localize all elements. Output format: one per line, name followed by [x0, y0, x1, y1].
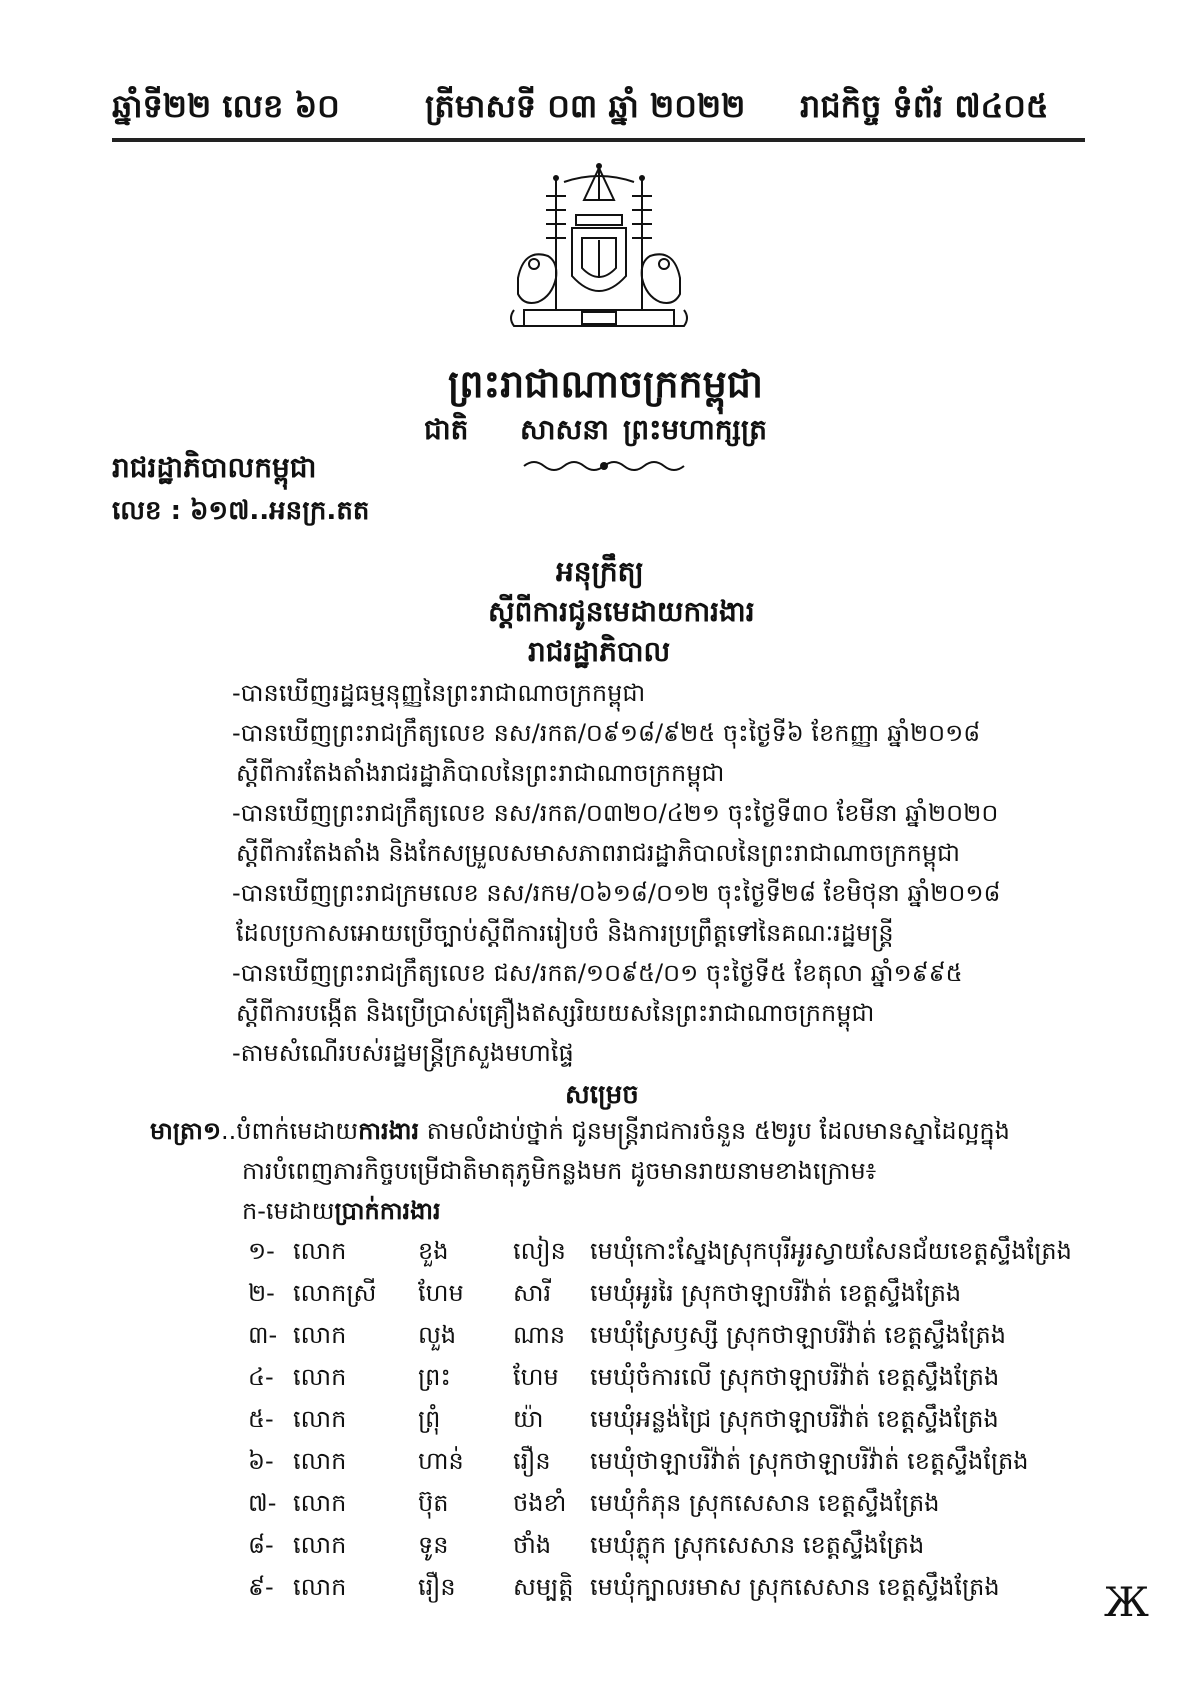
recipient-given-name: យ៉ា	[513, 1405, 544, 1433]
medal-category	[242, 1196, 441, 1231]
recipient-title: លោក	[293, 1573, 347, 1601]
issuer-name: រាជរដ្ឋាភិបាលកម្ពុជា	[112, 451, 317, 484]
gazette-year-issue: ឆ្នាំទី២២ លេខ ៦០	[112, 87, 340, 125]
recipient-row	[248, 1236, 1088, 1274]
article-medal-type: ការងារ	[358, 1117, 420, 1145]
recital-line: ដែលប្រកាសអោយប្រើច្បាប់ស្តីពីការរៀបចំ និងការប្រព្រឹត្តទៅនៃគណៈរដ្ឋមន្ត្រី	[236, 919, 894, 947]
medal-category-label: ក-មេដាយ	[242, 1197, 335, 1225]
motto-nation: ជាតិ	[424, 413, 469, 446]
header-rule	[112, 138, 1085, 142]
recipient-title: លោក	[293, 1447, 347, 1475]
recipient-number: ៥-	[248, 1405, 274, 1433]
decree-number: លេខ : ៦១៧..អនក្រ.តត	[112, 496, 370, 526]
recipient-position: មេឃុំចំការលើ ស្រុកថាឡាបរិវ៉ាត់ ខេត្តស្ទឹងត្រែង	[590, 1363, 1000, 1391]
recipient-family-name: ខួង	[418, 1237, 449, 1265]
recipient-family-name: ព្រះ	[418, 1363, 451, 1391]
motto-king: ព្រះមហាក្សត្រ	[623, 413, 767, 446]
handwritten-initial: Ж	[1104, 1580, 1149, 1626]
recipient-row	[248, 1530, 1088, 1568]
recipient-number: ២-	[248, 1279, 275, 1307]
article-text-cont: តាមលំដាប់ថ្នាក់ ជូនមន្ត្រីរាជការចំនួន ៥២រូប ដែលមានស្នាដៃល្អក្នុង	[419, 1117, 1010, 1145]
document-subject: ស្តីពីការជូនមេដាយការងារ	[488, 595, 755, 628]
recipient-family-name: ហែម	[418, 1279, 464, 1307]
recipient-given-name: ណាន	[513, 1321, 566, 1349]
document-type: អនុក្រឹត្យ	[556, 555, 644, 588]
recipient-family-name: ប៊ុត	[418, 1489, 449, 1517]
recipient-position: មេឃុំអន្លង់ជ្រៃ ស្រុកថាឡាបរិវ៉ាត់ ខេត្តស្ទឹងត្រែង	[590, 1405, 999, 1433]
recipient-row	[248, 1488, 1088, 1526]
recipient-family-name: លួង	[418, 1321, 457, 1349]
government-heading: រាជរដ្ឋាភិបាល	[528, 635, 671, 668]
recipient-row	[248, 1446, 1088, 1484]
recipient-position: មេឃុំអូររៃ ស្រុកថាឡាបរិវ៉ាត់ ខេត្តស្ទឹងត្រែង	[590, 1279, 962, 1307]
recipient-number: ៧-	[248, 1489, 277, 1517]
recital-line: ស្តីពីការតែងតាំង និងកែសម្រួលសមាសភាពរាជរដ្ឋាភិបាលនៃព្រះរាជាណាចក្រកម្ពុជា	[236, 839, 960, 867]
recital-line: -តាមសំណើរបស់រដ្ឋមន្ត្រីក្រសួងមហាផ្ទៃ	[232, 1039, 574, 1067]
recital-line: -បានឃើញរដ្ឋធម្មនុញ្ញនៃព្រះរាជាណាចក្រកម្ពុជា	[232, 679, 646, 707]
recipient-number: ៣-	[248, 1321, 278, 1349]
recipient-given-name: លៀន	[513, 1237, 566, 1265]
recipient-title: លោក	[293, 1531, 347, 1559]
recipient-given-name: រឿន	[513, 1447, 551, 1475]
recipient-title: លោក	[293, 1405, 347, 1433]
recipient-position: មេឃុំស្រែឫស្សី ស្រុកថាឡាបរិវ៉ាត់ ខេត្តស្ទឹងត្រែង	[590, 1321, 1006, 1349]
recipient-position: មេឃុំថាឡាបរិវ៉ាត់ ស្រុកថាឡាបរិវ៉ាត់ ខេត្តស្ទឹងត្រែង	[590, 1447, 1029, 1475]
recital-line: -បានឃើញព្រះរាជក្រមលេខ នស/រកម/០៦១៨/០១២ ចុះថ្ងៃទី២៨ ខែមិថុនា ឆ្នាំ២០១៨	[232, 879, 1001, 907]
recipient-family-name: ហាន់	[418, 1447, 464, 1475]
medal-category-name: ប្រាក់ការងារ	[334, 1197, 441, 1225]
recipient-row	[248, 1404, 1088, 1442]
recipient-title: លោក	[293, 1237, 347, 1265]
gazette-page: រាជកិច្ច ទំព័រ ៧៤០៥	[800, 87, 1049, 125]
recipient-number: ៤-	[248, 1363, 274, 1391]
recital-line: ស្តីពីការបង្កើត និងប្រើប្រាស់គ្រឿងឥស្សរិយយសនៃព្រះរាជាណាចក្រកម្ពុជា	[236, 999, 875, 1027]
royal-coat-of-arms	[504, 160, 694, 346]
recital-line: -បានឃើញព្រះរាជក្រឹត្យលេខ នស/រកត/០៣២០/៤២១ ចុះថ្ងៃទី៣០ ខែមីនា ឆ្នាំ២០២០	[232, 799, 999, 827]
recipient-number: ១-	[248, 1237, 275, 1265]
recipient-given-name: ថាំង	[513, 1531, 552, 1559]
recipient-position: មេឃុំភ្លុក ស្រុកសេសាន ខេត្តស្ទឹងត្រែង	[590, 1531, 925, 1559]
recipient-family-name: ទូន	[418, 1531, 449, 1559]
recipient-family-name: រឿន	[418, 1573, 456, 1601]
recipient-given-name: ថងខាំ	[513, 1489, 567, 1517]
recipient-given-name: សម្បត្តិ	[513, 1573, 574, 1601]
recipient-number: ៨-	[248, 1531, 274, 1559]
decision-heading: សម្រេច	[565, 1080, 639, 1110]
ornamental-divider	[522, 458, 686, 474]
recipient-position: មេឃុំកំភុន ស្រុកសេសាន ខេត្តស្ទឹងត្រែង	[590, 1489, 940, 1517]
recipient-number: ៩-	[248, 1573, 274, 1601]
recipient-title: លោកស្រី	[293, 1279, 377, 1307]
article-1-line2: ការបំពេញភារកិច្ចបម្រើជាតិមាតុភូមិកន្លងមក ដូចមានរាយនាមខាងក្រោម៖	[242, 1157, 877, 1185]
recipient-title: លោក	[293, 1321, 347, 1349]
recital-line: ស្តីពីការតែងតាំងរាជរដ្ឋាភិបាលនៃព្រះរាជាណាចក្រកម្ពុជា	[236, 759, 725, 787]
article-text: ..បំពាក់មេដាយ	[221, 1117, 359, 1145]
recipient-title: លោក	[293, 1363, 347, 1391]
article-1	[150, 1116, 1010, 1151]
recipient-row	[248, 1572, 1088, 1610]
recipient-row	[248, 1278, 1088, 1316]
motto-religion: សាសនា	[520, 413, 609, 446]
recipient-row	[248, 1320, 1088, 1358]
article-label: មាត្រា១	[150, 1117, 222, 1145]
kingdom-name: ព្រះរាជាណាចក្រកម្ពុជា	[448, 362, 763, 406]
recipient-given-name: ហែម	[513, 1363, 559, 1391]
gazette-quarter: ត្រីមាសទី ០៣ ឆ្នាំ ២០២២	[425, 87, 746, 125]
recipient-number: ៦-	[248, 1447, 274, 1475]
recipient-position: មេឃុំកោះស្នែងស្រុកបុរីអូរស្វាយសែនជ័យខេត្តស្ទឹងត្រែង	[590, 1237, 1072, 1265]
recipient-position: មេឃុំក្បាលរមាស ស្រុកសេសាន ខេត្តស្ទឹងត្រែង	[590, 1573, 1000, 1601]
recital-line: -បានឃើញព្រះរាជក្រឹត្យលេខ ជស/រកត/១០៩៥/០១ ចុះថ្ងៃទី៥ ខែតុលា ឆ្នាំ១៩៩៥	[232, 959, 963, 987]
recipient-given-name: សារី	[513, 1279, 552, 1307]
recipient-row	[248, 1362, 1088, 1400]
recipient-title: លោក	[293, 1489, 347, 1517]
recipient-family-name: ព្រុំ	[418, 1405, 441, 1433]
recital-line: -បានឃើញព្រះរាជក្រឹត្យលេខ នស/រកត/០៩១៨/៩២៥ ចុះថ្ងៃទី៦ ខែកញ្ញា ឆ្នាំ២០១៨	[232, 719, 981, 747]
